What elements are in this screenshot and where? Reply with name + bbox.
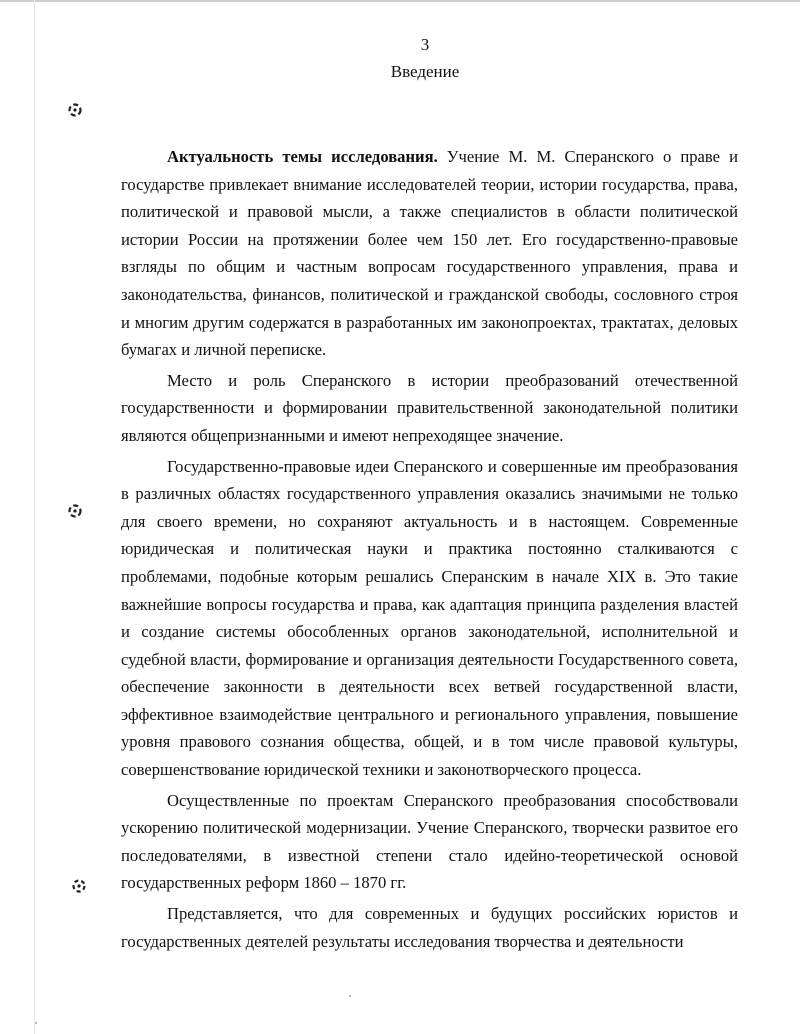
paragraph-reforms: Осуществленные по проектам Сперанского преобразования способствовали ускорению политической модернизации. Учение Сперанского, творчески развитое его последователями, в известной степени стало идейно-теоретической основой государственных реформ 1860 – 1870 гг. [121,790,738,893]
punch-hole-icon [70,877,88,895]
scan-speck [35,1022,37,1024]
paragraph-lead: Актуальность темы исследования. [167,147,438,166]
section-title: Введение [390,62,460,81]
scan-top-edge [0,0,800,2]
page-number: 3 [420,35,430,54]
paragraph-significance: Представляется, что для современных и будущих российских юристов и государственных деятелей результаты исследования творчества и деятельности [121,904,738,951]
punch-hole-icon [66,101,84,119]
scan-speck [349,995,351,997]
paragraph-relevance [121,143,738,364]
punch-hole-icon [66,502,84,520]
paragraph-role: Место и роль Сперанского в истории преобразований отечественной государственности и формировании правительственной законодательной политики являются общепризнанными и имеют непреходящее значение. [121,370,738,445]
document-body [121,143,738,955]
paragraph-text: Учение М. М. Сперанского о праве и государстве привлекает внимание исследователей теории, истории государства, права, политической и правовой мысли, а также специалистов в области политической истории России на протяжении более чем 150 лет. Его государственно-правовые взгляды по общим и частным вопросам государственного управления, права и законодательства, финансов, политической и гражданской свободы, сословного строя и многим другим содержатся в разработанных им законопроектах, трактатах, деловых бумагах и личной переписке. [121,147,738,360]
scan-left-edge [34,0,35,1034]
paragraph-ideas: Государственно-правовые идеи Сперанского и совершенные им преобразования в различных областях государственного управления оказались значимыми не только для своего времени, но сохраняют актуальность и в настоящем. Современные юридическая и политическая науки и практика постоянно сталкиваются с проблемами, подобные которым решались Сперанским в начале XIX в. Это такие важнейшие вопросы государства и права, как адаптация принципа разделения властей и создание системы обособленных органов законодательной, исполнительной и судебной власти, формирование и организация деятельности Государственного совета, обеспечение законности в деятельности всех ветвей государственной власти, эффективное взаимодействие центрального и регионального управления, повышение уровня правового сознания общества, общей, и в том числе правовой культуры, совершенствование юридической техники и законотворческого процесса. [121,456,738,780]
